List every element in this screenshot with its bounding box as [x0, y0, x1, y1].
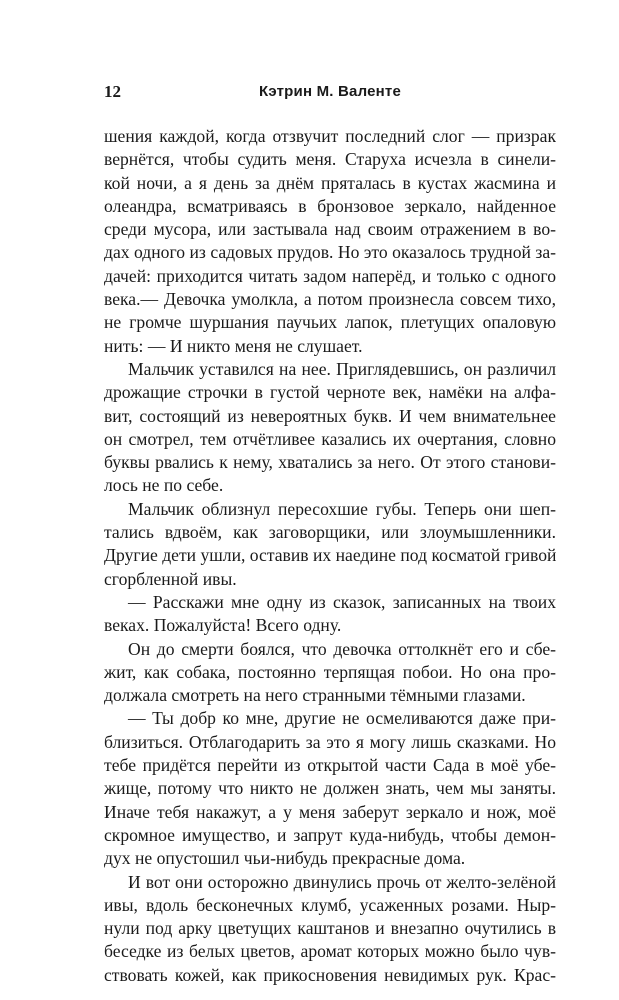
text-line: дрожащие строчки в густой черноте век, намёки на алфа-: [104, 382, 556, 403]
text-line: должала смотреть на него странными тёмными глазами.: [104, 685, 526, 706]
text-line: Иначе тебя накажут, а у меня заберут зеркало и нож, моё: [104, 801, 556, 822]
text-line: веках. Пожалуйста! Всего одну.: [104, 615, 342, 636]
paragraph: [104, 358, 556, 498]
text-line: ствовать кожей, как прикосновения невидимых рук. Крас-: [104, 964, 556, 985]
page-number: 12: [104, 82, 121, 101]
paragraph: [104, 498, 556, 591]
text-line: И вот они осторожно двинулись прочь от желто-зелёной: [128, 871, 556, 892]
text-line: беседке из белых цветов, аромат которых можно было чув-: [104, 941, 556, 962]
text-line: он смотрел, тем отчётливее казались их очертания, словно: [104, 428, 556, 449]
paragraph: [104, 871, 556, 987]
text-line: дух не опустошил чьи-нибудь прекрасные дома.: [104, 848, 466, 869]
paragraph: [104, 591, 556, 638]
text-line: сгорбленной ивы.: [104, 568, 237, 589]
paragraph: [104, 638, 556, 708]
text-line: нули под арку цветущих каштанов и внезапно очутились в: [104, 918, 556, 939]
text-line: вернётся, чтобы судить меня. Старуха исчезла в синели-: [104, 149, 556, 170]
text-line: скромное имущество, и запрут куда-нибудь, чтобы демон-: [104, 824, 556, 845]
text-line: — Ты добр ко мне, другие не осмеливаются даже при-: [128, 708, 556, 729]
text-line: нить: — И никто меня не слушает.: [104, 335, 363, 356]
text-line: кой ночи, а я день за днём пряталась в кустах жасмина и: [104, 172, 556, 193]
text-line: Он до смерти боялся, что девочка оттолкнёт его и сбе-: [128, 638, 556, 659]
text-line: Другие дети ушли, оставив их наедине под косматой гривой: [104, 545, 556, 566]
text-line: жище, потому что никто не должен знать, чем мы заняты.: [104, 778, 556, 799]
book-title: Кэтрин М. Валенте: [258, 83, 402, 100]
paragraph: [104, 707, 556, 870]
text-line: лось не по себе.: [104, 475, 224, 496]
paragraph: [104, 125, 556, 358]
text-line: среди мусора, или застывала над своим отражением в во-: [104, 219, 556, 240]
text-line: вит, состоящий из невероятных букв. И чем внимательнее: [104, 405, 556, 426]
text-line: века.— Девочка умолкла, а потом произнесла совсем тихо,: [104, 289, 556, 310]
text-line: не громче шуршания паучьих лапок, плетущих опаловую: [104, 312, 556, 333]
text-line: ивы, вдоль бесконечных клумб, усаженных розами. Ныр-: [104, 894, 556, 915]
text-line: олеандра, всматриваясь в бронзовое зеркало, найденное: [104, 195, 556, 216]
text-line: шения каждой, когда отзвучит последний слог — призрак: [104, 126, 556, 146]
running-head: [104, 80, 556, 104]
text-line: близиться. Отблагодарить за это я могу лишь сказками. Но: [104, 731, 556, 752]
body-text: [104, 125, 556, 987]
text-line: дачей: приходится читать задом наперёд, и только с одного: [104, 265, 556, 286]
text-line: — Расскажи мне одну из сказок, записанных на твоих: [128, 591, 556, 612]
text-line: Мальчик уставился на нее. Приглядевшись, он различил: [128, 358, 556, 379]
text-line: буквы рвались к нему, хватались за него. От этого станови-: [104, 452, 556, 473]
text-line: тебе придётся перейти из открытой части Сада в моё убе-: [104, 755, 556, 776]
text-line: дах одного из садовых прудов. Но это оказалось трудной за-: [104, 242, 556, 263]
text-line: жит, как собака, постоянно терпящая побои. Но она про-: [104, 661, 556, 682]
text-line: тались вдвоём, как заговорщики, или злоумышленники.: [104, 522, 556, 543]
text-line: Мальчик облизнул пересохшие губы. Теперь они шеп-: [128, 498, 556, 519]
